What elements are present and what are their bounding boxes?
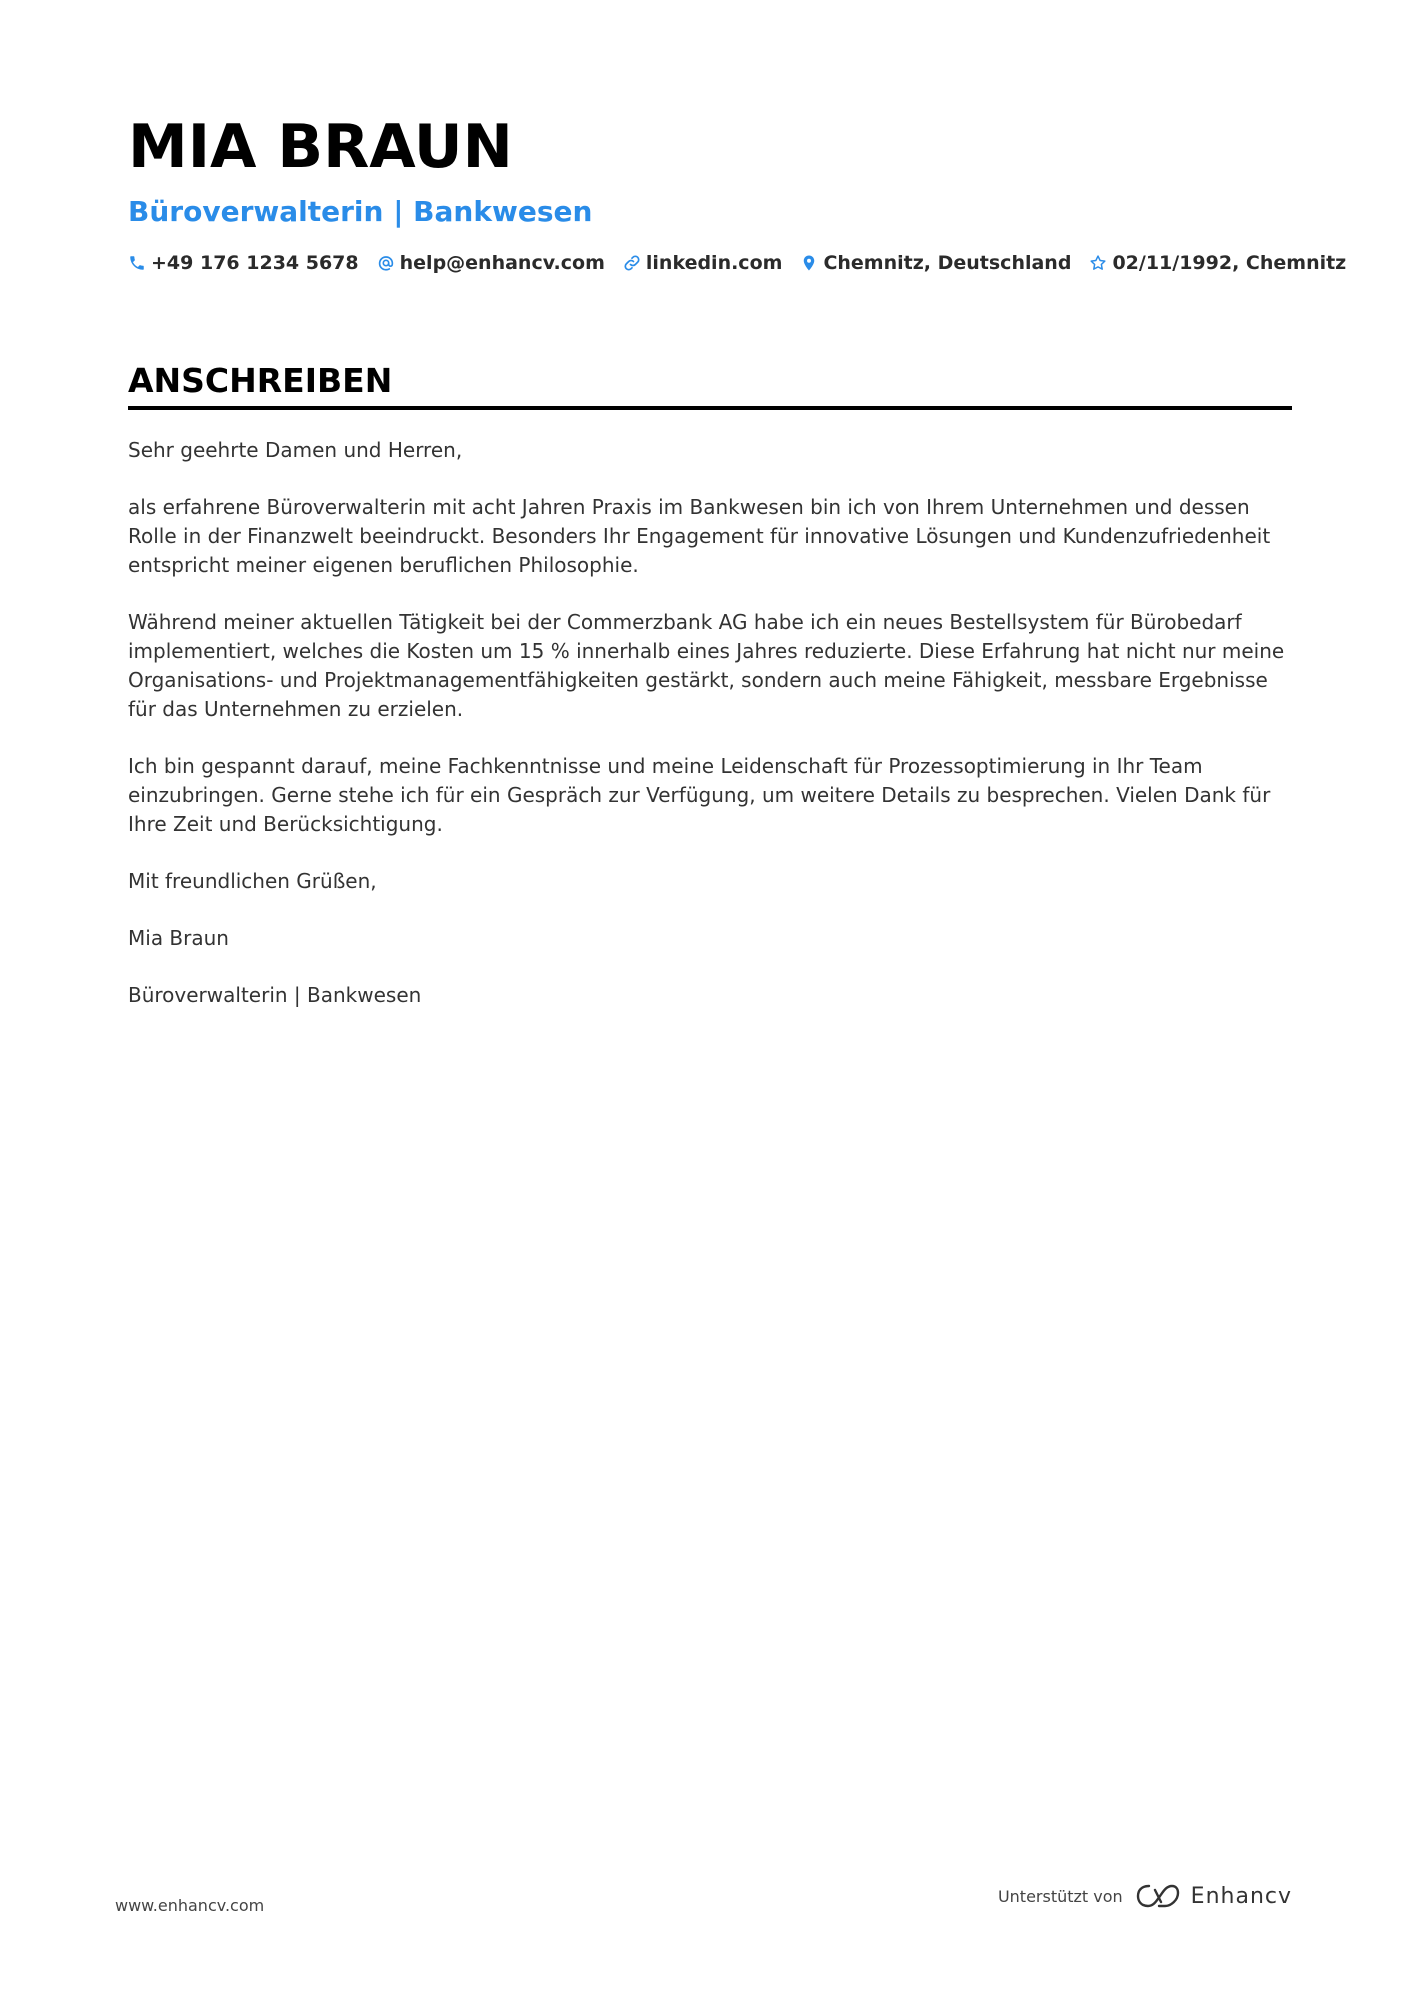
at-icon <box>377 254 395 272</box>
contact-location <box>800 252 1071 274</box>
powered-by-label: Unterstützt von <box>997 1886 1123 1906</box>
letter-paragraph: Ich bin gespannt darauf, meine Fachkenntnisse und meine Leidenschaft für Prozessoptimierung in Ihr Team einzubringen. Gerne stehe ich für ein Gespräch zur Verfügung, um weitere Details zu besprechen. Vielen Dank für Ihre Zeit und Berücksichtigung. <box>128 754 1271 836</box>
footer-website[interactable]: www.enhancv.com <box>115 1896 265 1915</box>
contact-phone-text: +49 176 1234 5678 <box>151 252 359 274</box>
brand-name: Enhancv <box>1190 1883 1292 1909</box>
contact-email <box>377 252 605 274</box>
contact-birth <box>1089 252 1346 274</box>
applicant-role: Büroverwalterin | Bankwesen <box>128 195 593 228</box>
footer-branding <box>998 1882 1292 1910</box>
enhancv-logo-icon <box>1135 1882 1181 1910</box>
contact-bar <box>128 252 1347 274</box>
signature-title: Büroverwalterin | Bankwesen <box>128 983 422 1007</box>
phone-icon <box>128 254 146 272</box>
signature-name: Mia Braun <box>128 926 229 950</box>
letter-paragraph: Während meiner aktuellen Tätigkeit bei der Commerzbank AG habe ich ein neues Bestellsystem für Bürobedarf implementiert, welches die Kosten um 15 % innerhalb eines Jahres reduzierte. Diese Erfahrung hat nicht nur meine Organisations- und Projektmanagementfähigkeiten gestärkt, sondern auch meine Fähigkeit, messbare Ergebnisse für das Unternehmen zu erzielen. <box>128 610 1285 721</box>
letter-salutation: Sehr geehrte Damen und Herren, <box>128 438 463 462</box>
cover-letter-page <box>128 112 1347 1038</box>
contact-linkedin-text[interactable]: linkedin.com <box>645 252 783 274</box>
applicant-name: MIA BRAUN <box>128 112 513 182</box>
contact-location-text: Chemnitz, Deutschland <box>823 252 1072 274</box>
contact-birth-text: 02/11/1992, Chemnitz <box>1112 252 1347 274</box>
star-icon <box>1089 254 1107 272</box>
letter-closing: Mit freundlichen Grüßen, <box>128 869 377 893</box>
contact-email-text[interactable]: help@enhancv.com <box>399 252 605 274</box>
letter-body <box>128 436 1292 1010</box>
link-icon <box>623 254 641 272</box>
location-pin-icon <box>800 254 818 272</box>
section-divider <box>128 406 1292 410</box>
letter-paragraph: als erfahrene Büroverwalterin mit acht Jahren Praxis im Bankwesen bin ich von Ihrem Unternehmen und dessen Rolle in der Finanzwelt beeindruckt. Besonders Ihr Engagement für innovative Lösungen und Kundenzufriedenheit entspricht meiner eigenen beruflichen Philosophie. <box>128 495 1271 577</box>
section-title: ANSCHREIBEN <box>128 361 393 400</box>
contact-linkedin <box>623 252 783 274</box>
contact-phone <box>128 252 359 274</box>
